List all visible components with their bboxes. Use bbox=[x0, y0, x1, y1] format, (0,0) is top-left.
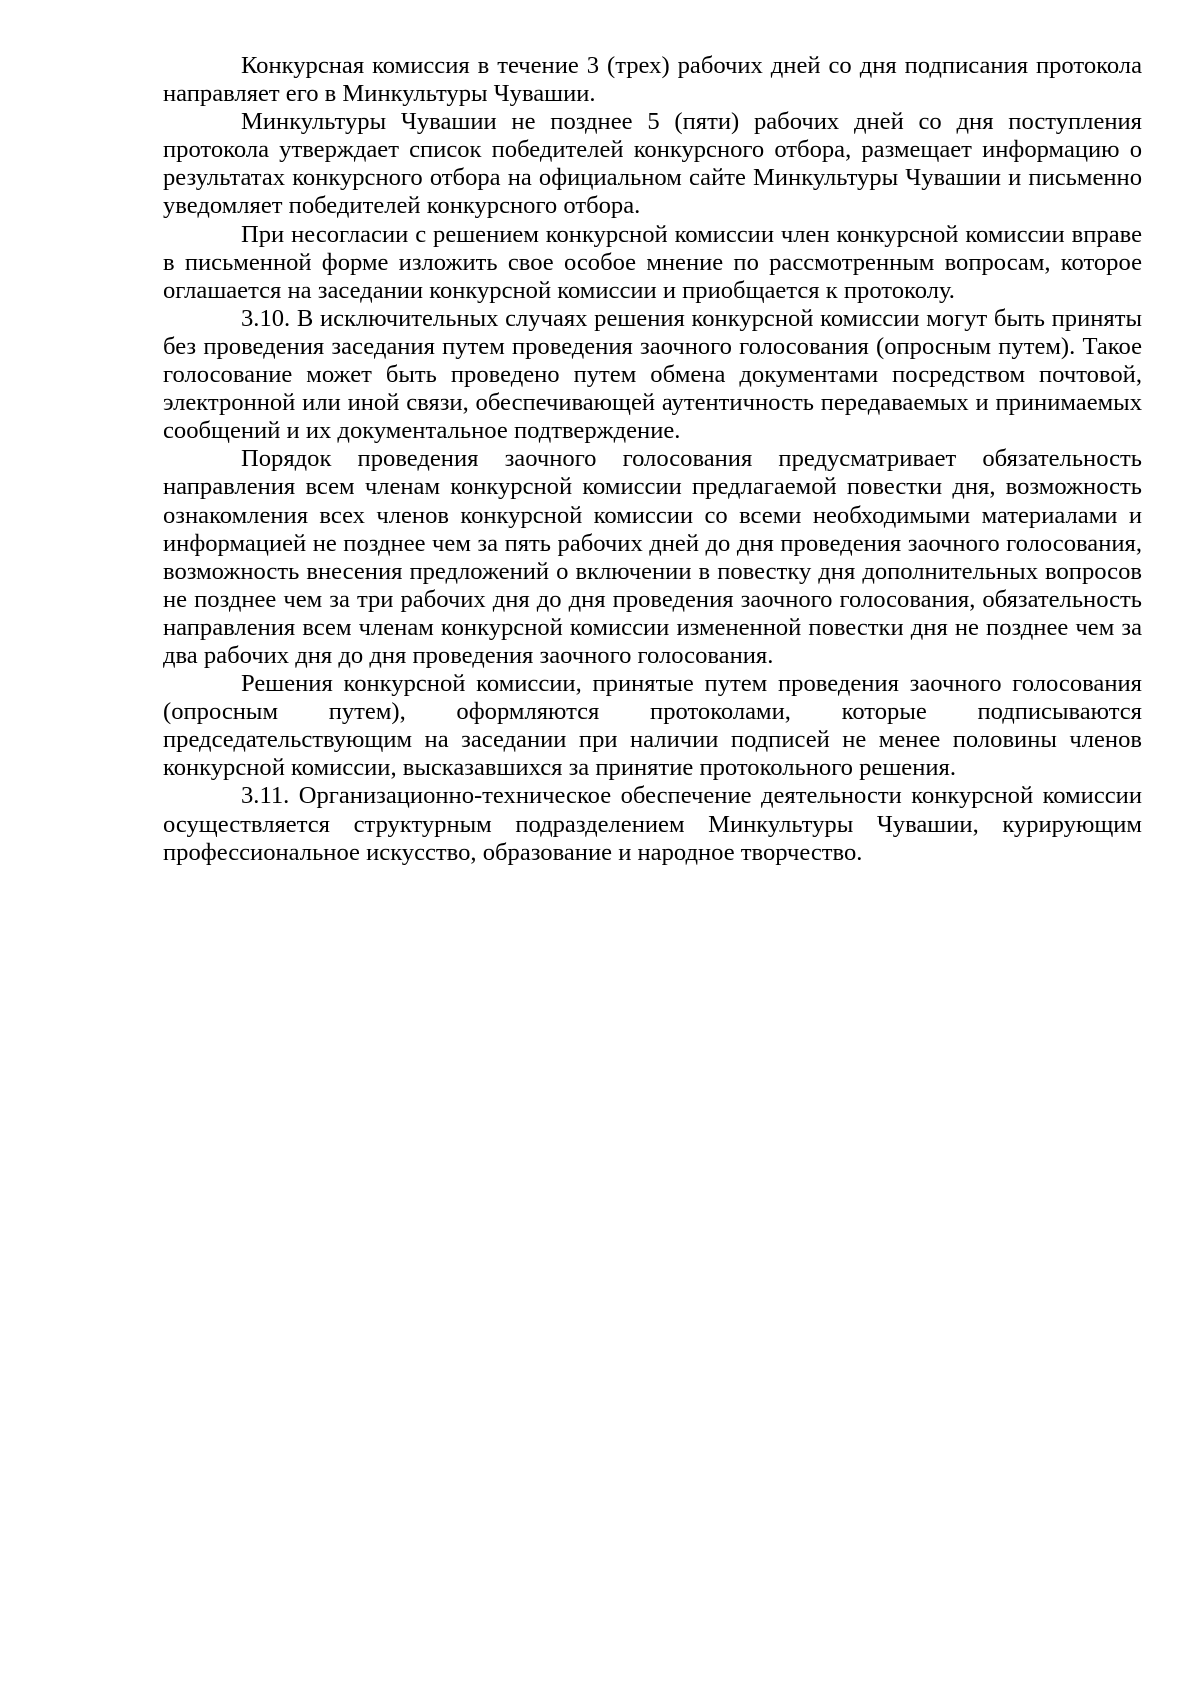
paragraph-protocol-submission: Конкурсная комиссия в течение 3 (трех) рабочих дней со дня подписания протокола направляет его в Минкультуры Чувашии. bbox=[163, 52, 1142, 108]
paragraph-section-3-11: 3.11. Организационно-техническое обеспечение деятельности конкурсной комиссии осуществляется структурным подразделением Минкультуры Чувашии, курирующим профессиональное искусство, образование и народное творчество. bbox=[163, 782, 1142, 866]
paragraph-winners-approval: Минкультуры Чувашии не позднее 5 (пяти) рабочих дней со дня поступления протокола утверждает список победителей конкурсного отбора, размещает информацию о результатах конкурсного отбора на официальном сайте Минкультуры Чувашии и письменно уведомляет победителей конкурсного отбора. bbox=[163, 108, 1142, 220]
paragraph-section-3-10: 3.10. В исключительных случаях решения конкурсной комиссии могут быть приняты без проведения заседания путем проведения заочного голосования (опросным путем). Такое голосование может быть проведено путем обмена документами посредством почтовой, электронной или иной связи, обеспечивающей аутентичность передаваемых и принимаемых сообщений и их документальное подтверждение. bbox=[163, 304, 1142, 445]
paragraph-absentee-voting-procedure: Порядок проведения заочного голосования предусматривает обязательность направления всем членам конкурсной комиссии предлагаемой повестки дня, возможность ознакомления всех членов конкурсной комиссии со всеми необходимыми материалами и информацией не позднее чем за пять рабочих дней до дня проведения заочного голосования, возможность внесения предложений о включении в повестку дня дополнительных вопросов не позднее чем за три рабочих дня до дня проведения заочного голосования, обязательность направления всем членам конкурсной комиссии измененной повестки дня не позднее чем за два рабочих дня до дня проведения заочного голосования. bbox=[163, 445, 1142, 669]
paragraph-absentee-voting-decisions: Решения конкурсной комиссии, принятые путем проведения заочного голосования (опросным путем), оформляются протоколами, которые подписываются председательствующим на заседании при наличии подписей не менее половины членов конкурсной комиссии, высказавшихся за принятие протокольного решения. bbox=[163, 670, 1142, 782]
document-body bbox=[163, 52, 1142, 867]
paragraph-dissenting-opinion: При несогласии с решением конкурсной комиссии член конкурсной комиссии вправе в письменной форме изложить свое особое мнение по рассмотренным вопросам, которое оглашается на заседании конкурсной комиссии и приобщается к протоколу. bbox=[163, 220, 1142, 304]
